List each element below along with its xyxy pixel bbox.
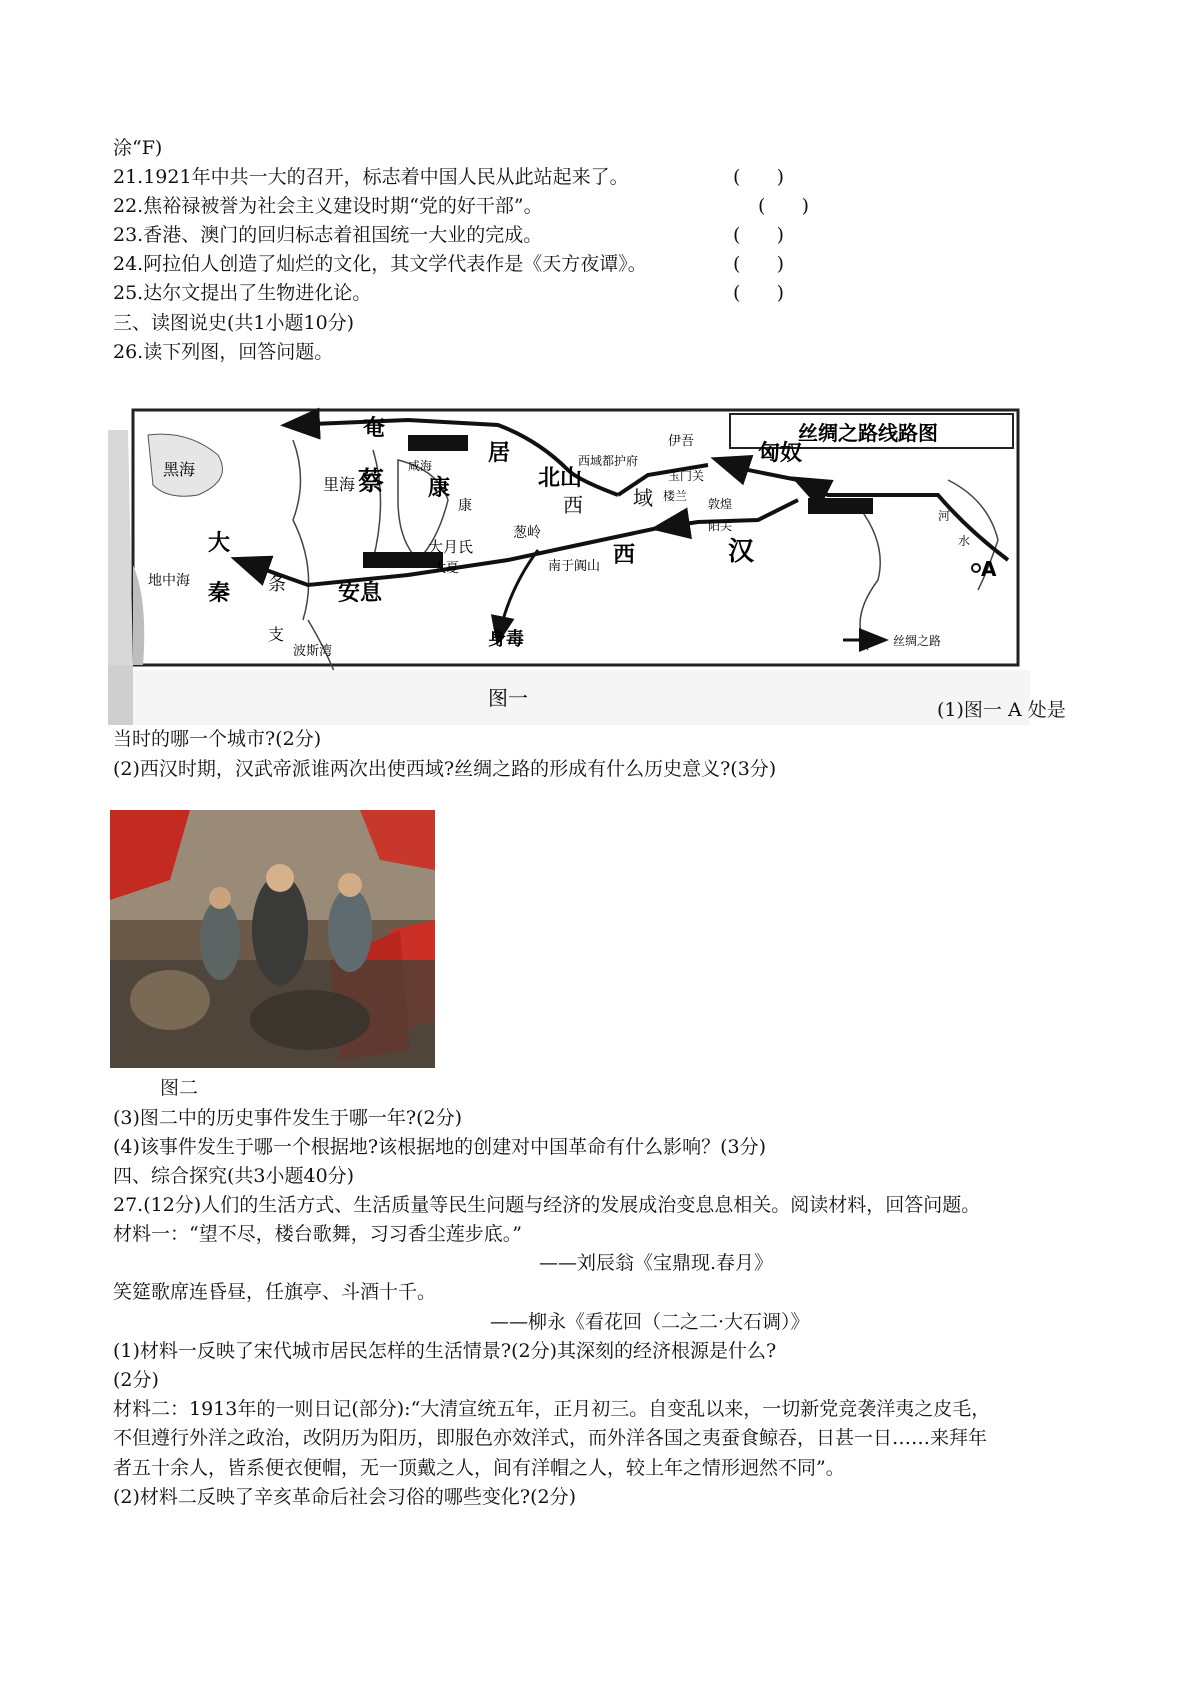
label-water: 水 bbox=[958, 534, 971, 548]
label-xi-2: 西 bbox=[613, 543, 636, 568]
answer-blank-24[interactable]: ( ) bbox=[733, 253, 785, 275]
label-kang-city: 康 bbox=[458, 498, 472, 514]
answer-blank-22[interactable]: ( ) bbox=[758, 195, 810, 217]
section-4-heading: 四、综合探究(共3小题40分) bbox=[113, 1165, 355, 1187]
question-27: 27.(12分)人们的生活方式、生活质量等民生问题与经济的发展成治变息息相关。阅读材料，回答问题。 bbox=[113, 1194, 981, 1216]
question-27-2: (2)材料二反映了辛亥革命后社会习俗的哪些变化?(2分) bbox=[113, 1486, 577, 1508]
answer-blank-23[interactable]: ( ) bbox=[733, 224, 785, 246]
question-23: 23.香港、澳门的回归标志着祖国统一大业的完成。 bbox=[113, 224, 543, 246]
answer-blank-21[interactable]: ( ) bbox=[733, 166, 785, 188]
label-congling: 葱岭 bbox=[513, 525, 541, 541]
label-shendu: 身毒 bbox=[488, 629, 524, 650]
question-25: 25.达尔文提出了生物进化论。 bbox=[113, 282, 372, 304]
label-loulan: 楼兰 bbox=[663, 489, 688, 503]
label-mediterranean: 地中海 bbox=[148, 573, 190, 589]
label-black-sea: 黑海 bbox=[163, 460, 196, 479]
sub-question-4: (4)该事件发生于哪一个根据地?该根据地的创建对中国革命有什么影响？(3分) bbox=[113, 1136, 767, 1158]
sub-question-1-end: 当时的哪一个城市?(2分) bbox=[113, 728, 322, 750]
material-1-poem: 笑筵歌席连昏昼，任旗亭、斗酒十千。 bbox=[113, 1281, 437, 1303]
label-kang: 康 bbox=[428, 476, 451, 501]
sub-question-3: (3)图二中的历史事件发生于哪一年?(2分) bbox=[113, 1107, 463, 1129]
label-yumen-pass: 玉门关 bbox=[668, 469, 705, 483]
label-yu: 域 bbox=[633, 486, 653, 510]
label-yiwu: 伊吾 bbox=[668, 434, 695, 449]
label-ju: 居 bbox=[488, 441, 511, 466]
label-a: A bbox=[981, 557, 997, 581]
label-beishan: 北山 bbox=[538, 466, 583, 491]
material-2-line-2: 不但遵行外洋之政治，改阴历为阳历，即服色亦效洋式，而外洋各国之夷蚕食鲸吞，日甚一日……来拜年 bbox=[113, 1427, 988, 1449]
material-1-poem-source: ——柳永《看花回（二之二·大石调）》 bbox=[490, 1311, 810, 1333]
label-xi: 西 bbox=[563, 493, 583, 517]
label-nanshan: 南于阗山 bbox=[548, 559, 601, 574]
question-22: 22.焦裕禄被誉为社会主义建设时期“党的好干部”。 bbox=[113, 195, 543, 217]
question-26: 26.读下列图，回答问题。 bbox=[113, 341, 334, 363]
label-dayuezhi: 大月氏 bbox=[428, 538, 474, 556]
question-27-1: (1)材料一反映了宋代城市居民怎样的生活情景?(2分)其深刻的经济根源是什么? bbox=[113, 1340, 777, 1362]
question-24: 24.阿拉伯人创造了灿烂的文化，其文学代表作是《天方夜谭》。 bbox=[113, 253, 647, 275]
label-yan: 奄 bbox=[363, 416, 386, 441]
label-protectorate: 西域都护府 bbox=[578, 454, 639, 468]
legend-label: 丝绸之路 bbox=[893, 634, 942, 648]
label-persian-gulf: 波斯湾 bbox=[293, 644, 333, 659]
map-title: 丝绸之路线路图 bbox=[798, 421, 938, 445]
label-zhi: 支 bbox=[268, 625, 285, 644]
label-xiongnu: 匈奴 bbox=[758, 441, 803, 466]
photo-caption: 图二 bbox=[160, 1077, 199, 1099]
material-1-source: ——刘辰翁《宝鼎现.春月》 bbox=[539, 1252, 774, 1274]
instruction-tail: 涂“F) bbox=[113, 137, 163, 159]
label-dunhuang: 敦煌 bbox=[708, 497, 733, 511]
question-27-1-score: (2分) bbox=[113, 1369, 159, 1391]
label-cai: 蔡 bbox=[358, 467, 385, 497]
material-2-line-3: 者五十余人，皆系便衣便帽，无一顶戴之人，间有洋帽之人，较上年之情形迥然不同”。 bbox=[113, 1457, 845, 1479]
label-daxia: 大夏 bbox=[433, 561, 460, 576]
label-han: 汉 bbox=[728, 537, 755, 567]
map-caption: 图一 bbox=[488, 686, 528, 710]
label-qin: 秦 bbox=[208, 581, 231, 606]
section-3-heading: 三、读图说史(共1小题10分) bbox=[113, 312, 355, 334]
label-anxi: 安息 bbox=[338, 581, 383, 606]
painting-photo bbox=[110, 810, 435, 1068]
label-yangguan: 阳关 bbox=[708, 519, 733, 533]
label-caspian: 里海 bbox=[323, 475, 356, 494]
material-2-line-1: 材料二：1913年的一则日记(部分):“大清宣统五年，正月初三。自变乱以来，一切新党竞袭洋夷之皮毛， bbox=[113, 1398, 991, 1420]
label-aral: 咸海 bbox=[408, 459, 433, 473]
label-river: 河 bbox=[938, 509, 951, 523]
silk-road-map bbox=[108, 400, 1030, 725]
material-1: 材料一：“望不尽，楼台歌舞，习习香尘莲步底。” bbox=[113, 1223, 522, 1245]
label-da: 大 bbox=[208, 531, 231, 556]
sub-question-2: (2)西汉时期，汉武帝派谁两次出使西域?丝绸之路的形成有什么历史意义?(3分) bbox=[113, 758, 777, 780]
label-tiao: 条 bbox=[268, 574, 286, 595]
sub-question-1-start: (1)图一 A 处是 bbox=[937, 699, 1066, 721]
answer-blank-25[interactable]: ( ) bbox=[733, 282, 785, 304]
question-21: 21.1921年中共一大的召开，标志着中国人民从此站起来了。 bbox=[113, 166, 629, 188]
